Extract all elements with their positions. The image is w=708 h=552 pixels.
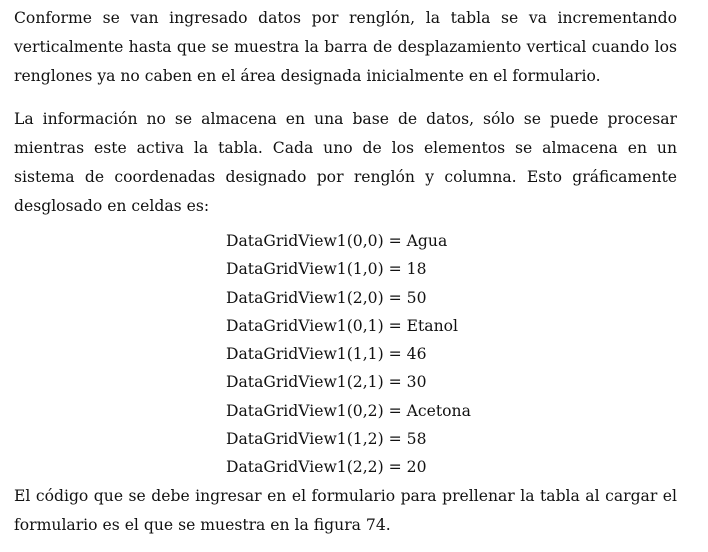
cell-assignment: DataGridView1(1,1) = 46: [226, 345, 427, 364]
cell-assignment: DataGridView1(0,2) = Acetona: [226, 401, 471, 420]
cell-coordinate-list: [14, 227, 677, 482]
cell-assignment: DataGridView1(2,2) = 20: [226, 458, 427, 477]
paragraph-figure-reference: El código que se debe ingresar en el formulario para prellenar la tabla al cargar el formulario es el que se muestra en la figura 74.: [14, 486, 677, 534]
document-page: [14, 4, 677, 540]
cell-assignment: DataGridView1(2,1) = 30: [226, 373, 427, 392]
paragraph-coordinate-system: La información no se almacena en una base de datos, sólo se puede procesar mientras este activa la tabla. Cada uno de los elementos se almacena en un sistema de coordenadas designado por renglón y columna. Esto gráficamente desglosado en celdas es:: [14, 110, 677, 215]
cell-assignment: DataGridView1(0,1) = Etanol: [226, 316, 459, 335]
cell-assignment: DataGridView1(1,2) = 58: [226, 430, 427, 449]
cell-assignment: DataGridView1(0,0) = Agua: [226, 232, 448, 250]
cell-assignment: DataGridView1(1,0) = 18: [226, 260, 427, 279]
cell-assignment: DataGridView1(2,0) = 50: [226, 288, 427, 307]
paragraph-scrollbar-behavior: Conforme se van ingresado datos por renglón, la tabla se va incrementando verticalmente hasta que se muestra la barra de desplazamiento vertical cuando los renglones ya no caben en el área designada inicialmente en el formulario.: [14, 9, 677, 85]
